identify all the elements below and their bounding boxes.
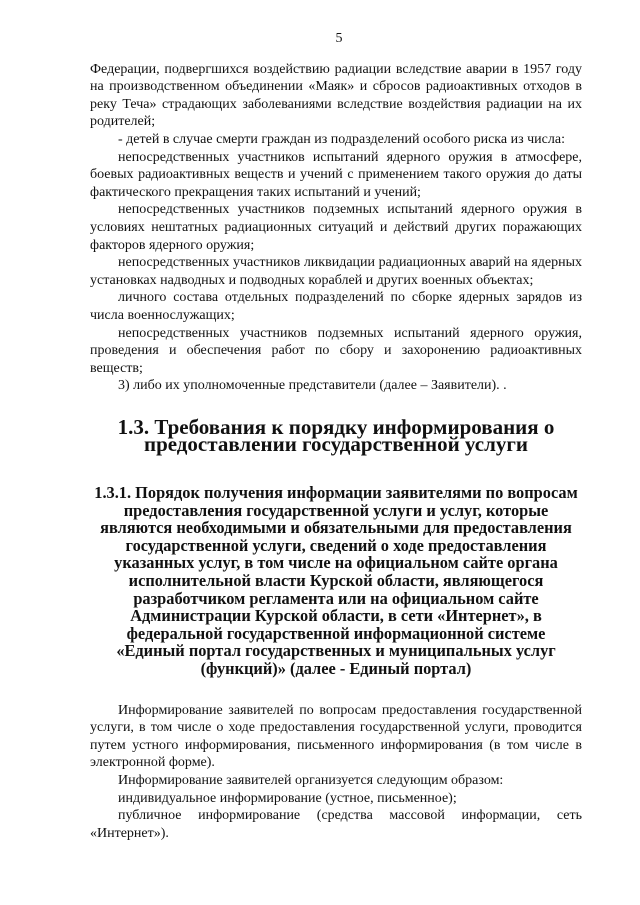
paragraph-continuation: Федерации, подвергшихся воздействию радиации вследствие аварии в 1957 году на производственном объединении «Маяк» и сбросов радиоактивных отходов в реку Теча» страдающих заболеваниями вследствие воздействия радиации на их родителей;	[90, 61, 582, 130]
paragraph-informing-organization: Информирование заявителей организуется следующим образом:	[118, 772, 504, 788]
section-heading-1-3-1: 1.3.1. Порядок получения информации заявителями по вопросам предоставления государственной услуги и услуг, которые являются необходимыми и обязательными для предоставления государственной услуги, сведений о ходе предоставления указанных услуг, в том числе на официальном сайте органа исполнительной власти Курской области, являющегося разработчиком регламента или на официальном сайте Администрации Курской области, в сети «Интернет», в федеральной государственной информационной системе «Единый портал государственных и муниципальных услуг (функций)» (далее - Единый портал)	[94, 483, 578, 678]
paragraph-informing: Информирование заявителей по вопросам предоставления государственной услуги, в том числе о ходе предоставления государственной услуги, проводится путем устного информирования, письменного информирования (в том числе в электронной форме).	[90, 702, 582, 771]
paragraph-children-list-intro: - детей в случае смерти граждан из подразделений особого риска из числа:	[118, 131, 565, 147]
informing-section	[90, 702, 582, 843]
paragraph-public-informing: публичное информирование (средства массовой информации, сеть «Интернет»).	[90, 808, 582, 841]
paragraph-list-item: непосредственных участников подземных испытаний ядерного оружия в условиях нештатных радиационных ситуаций и действий других поражающих факторов ядерного оружия;	[90, 202, 582, 253]
paragraph-list-item: непосредственных участников ликвидации радиационных аварий на ядерных установках надводных и подводных кораблей и других военных объектах;	[90, 255, 582, 288]
section-heading-1-3: 1.3. Требования к порядку информирования о предоставлении государственной услуги	[117, 414, 555, 457]
paragraph-list-item: непосредственных участников подземных испытаний ядерного оружия, проведения и обеспечения работ по сбору и захоронению радиоактивных веществ;	[90, 325, 582, 376]
paragraph-individual-informing: индивидуальное информирование (устное, письменное);	[118, 790, 457, 806]
paragraph-representatives: 3) либо их уполномоченные представители (далее – Заявители). .	[118, 378, 507, 394]
paragraph-list-item: непосредственных участников испытаний ядерного оружия в атмосфере, боевых радиоактивных веществ и учений с применением такого оружия до даты фактического прекращения таких испытаний и учений;	[90, 149, 582, 200]
paragraph-list-item: личного состава отдельных подразделений по сборке ядерных зарядов из числа военнослужащих;	[90, 290, 582, 323]
page-number: 5	[335, 31, 343, 46]
